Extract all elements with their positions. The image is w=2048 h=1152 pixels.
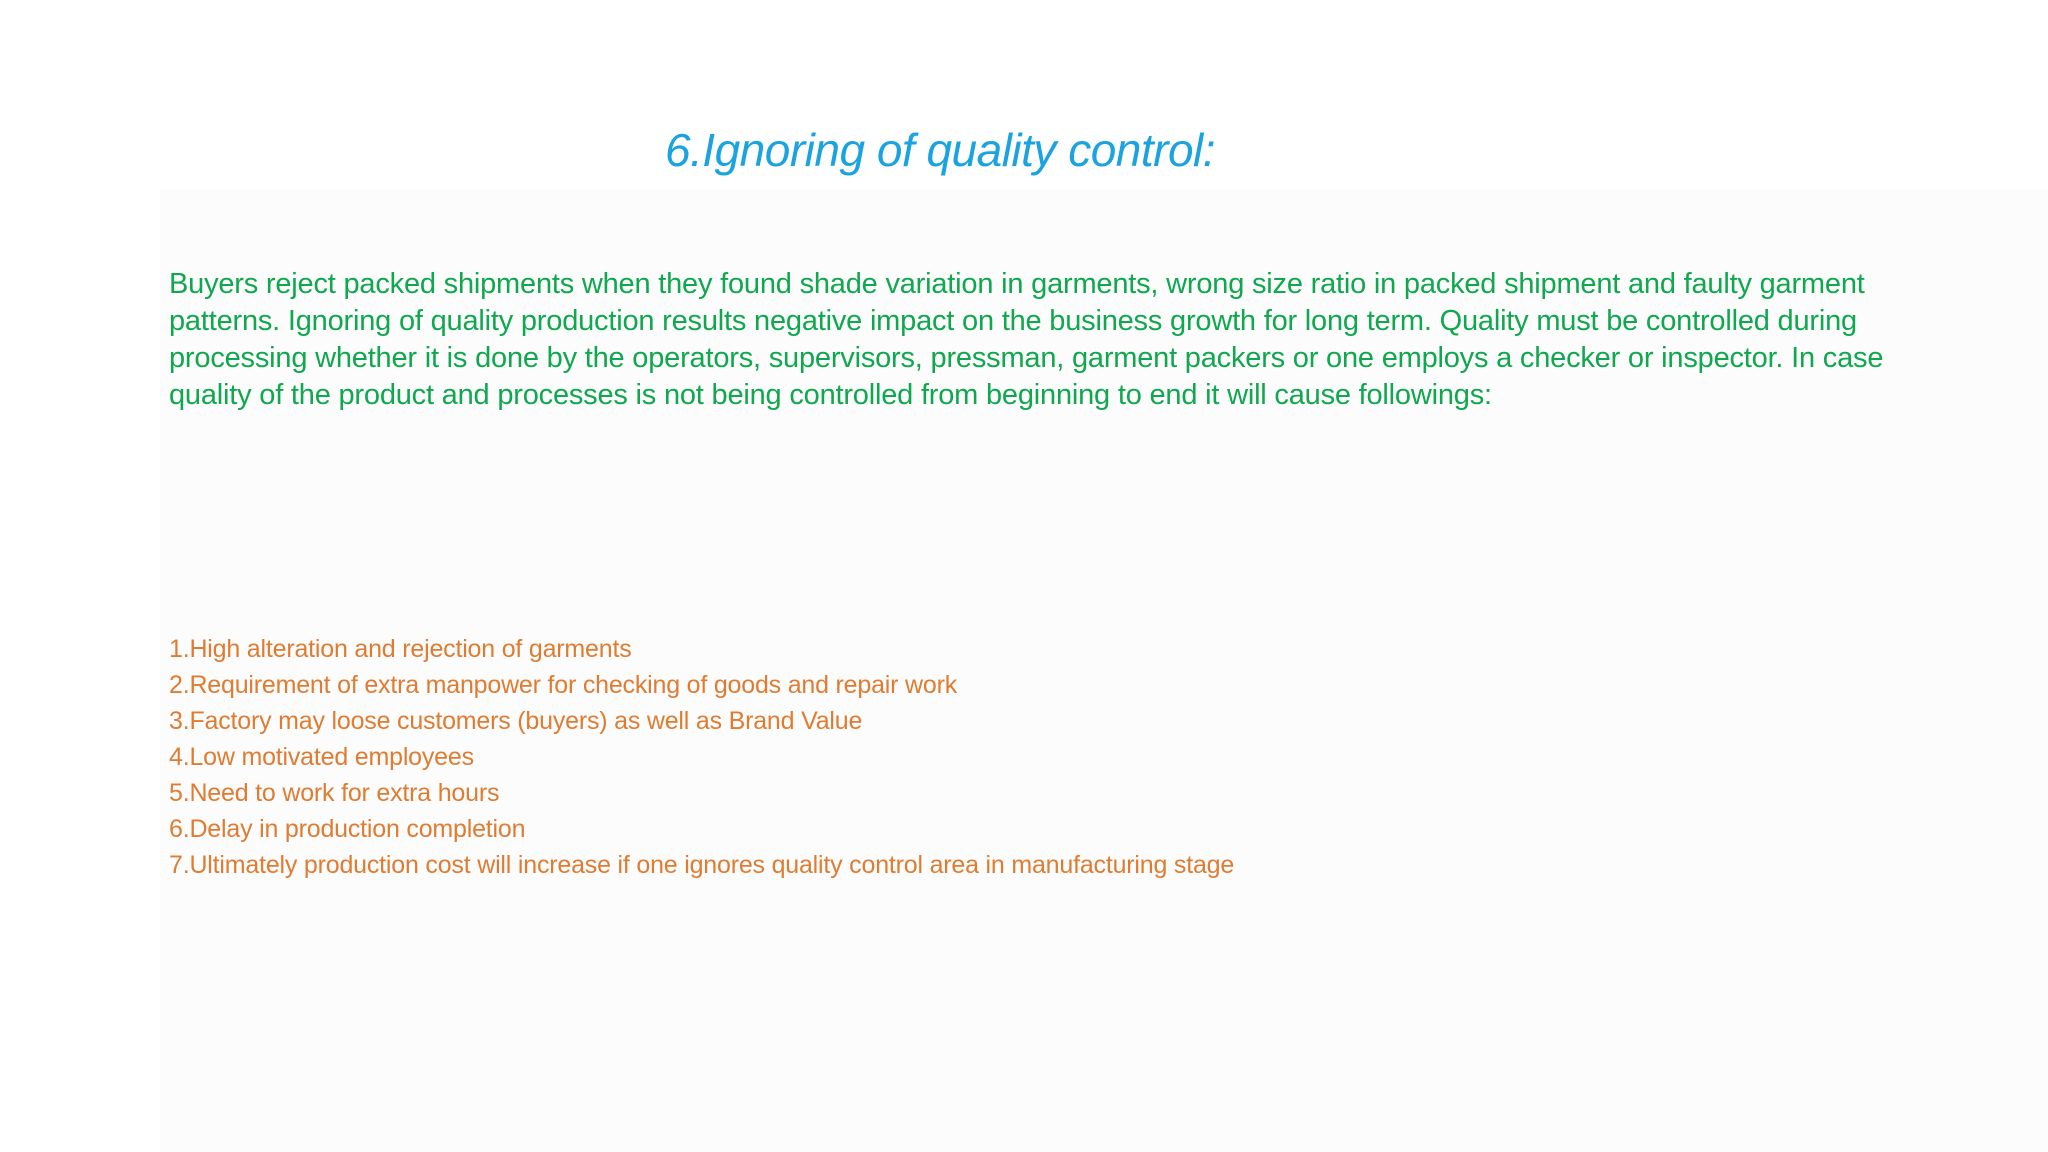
list-item: 5.Need to work for extra hours — [169, 779, 500, 807]
list-item: 2.Requirement of extra manpower for checking of goods and repair work — [169, 671, 958, 699]
body-paragraph: Buyers reject packed shipments when they found shade variation in garments, wrong size ratio in packed shipment and faulty garment patterns. Ignoring of quality production results negative impact on the business growth for long term. Quality must be controlled during processing whether it is done by the operators, supervisors, pressman, garment packers or one employs a checker or inspector. In case quality of the product and processes is not being controlled from beginning to end it will cause followings: — [169, 268, 1884, 411]
list-item: 3.Factory may loose customers (buyers) as well as Brand Value — [169, 707, 863, 735]
list-item: 7.Ultimately production cost will increase if one ignores quality control area in manufacturing stage — [169, 851, 1235, 879]
consequences-list — [169, 631, 1769, 883]
list-item: 1.High alteration and rejection of garments — [169, 635, 632, 663]
list-item: 6.Delay in production completion — [169, 815, 526, 843]
list-item: 4.Low motivated employees — [169, 743, 474, 771]
slide-title: 6.Ignoring of quality control: — [664, 124, 1216, 176]
